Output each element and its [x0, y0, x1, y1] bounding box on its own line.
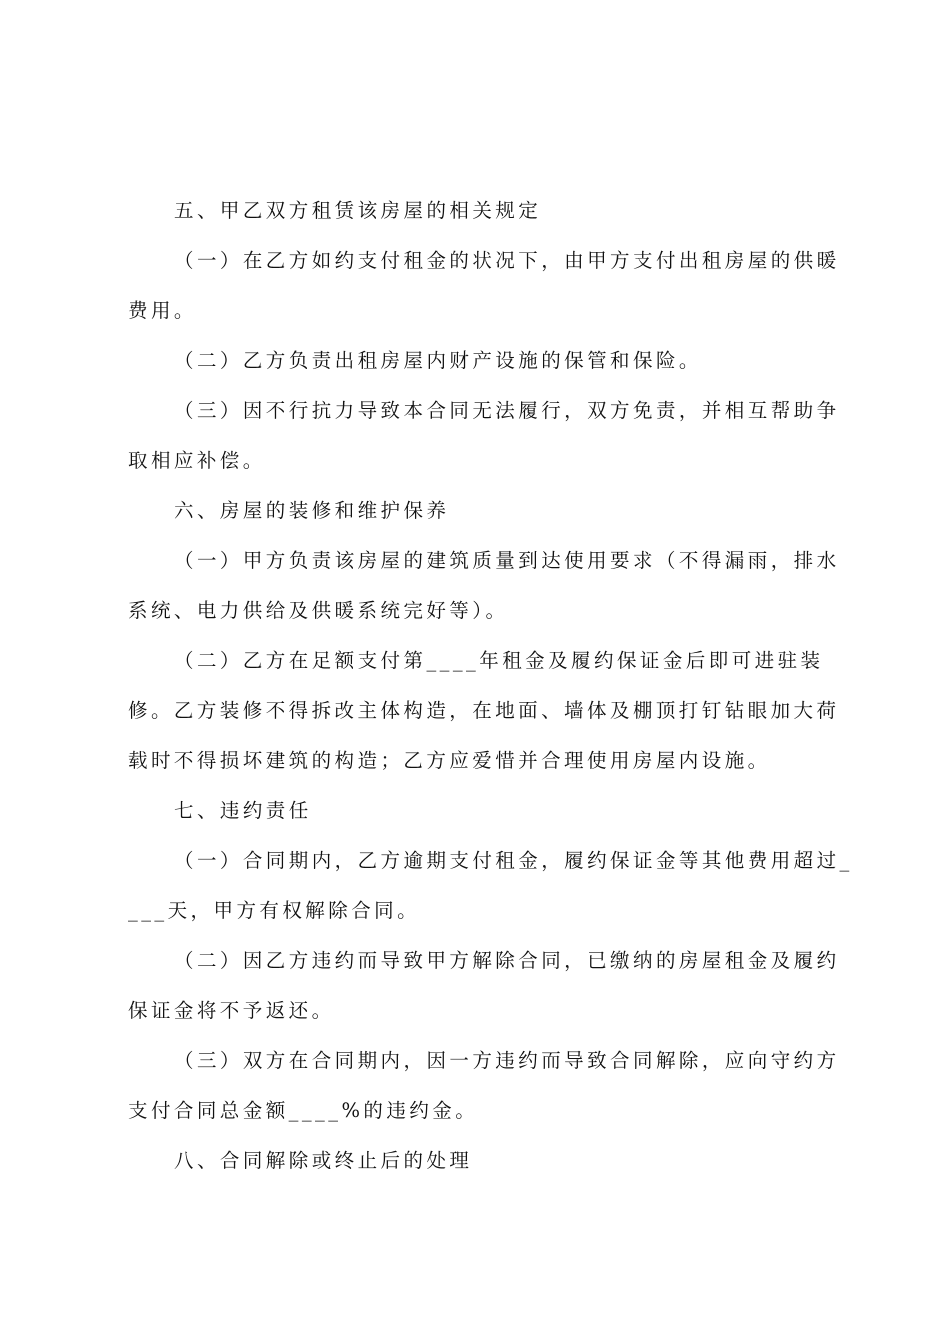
paragraph-line: ___天，甲方有权解除合同。	[128, 899, 421, 922]
paragraph-line: 支付合同总金额____%的违约金。	[128, 1099, 479, 1122]
document-body	[128, 186, 853, 1186]
paragraph-line: 取相应补偿。	[128, 449, 266, 472]
paragraph-line: 系统、电力供给及供暖系统完好等）。	[128, 599, 509, 622]
section-heading: 五、甲乙双方租赁该房屋的相关规定	[174, 199, 542, 222]
section-heading: 七、违约责任	[174, 799, 312, 822]
paragraph-line: （一）在乙方如约支付租金的状况下，由甲方支付出租房屋的供暖	[174, 249, 840, 272]
paragraph-line: （二）乙方在足额支付第____年租金及履约保证金后即可进驻装	[174, 649, 824, 672]
paragraph-line: 费用。	[128, 299, 197, 322]
paragraph-line: 载时不得损坏建筑的构造；乙方应爱惜并合理使用房屋内设施。	[128, 749, 771, 772]
paragraph-line: 修。乙方装修不得拆改主体构造，在地面、墙体及棚顶打钉钻眼加大荷	[128, 699, 840, 722]
paragraph-line: （一）合同期内，乙方逾期支付租金，履约保证金等其他费用超过_	[174, 849, 853, 872]
paragraph-line: （三）双方在合同期内，因一方违约而导致合同解除，应向守约方	[174, 1049, 840, 1072]
paragraph-line: （二）乙方负责出租房屋内财产设施的保管和保险。	[174, 349, 702, 372]
paragraph-line: 保证金将不予返还。	[128, 999, 335, 1022]
paragraph-line: （二）因乙方违约而导致甲方解除合同，已缴纳的房屋租金及履约	[174, 949, 840, 972]
paragraph-line: （三）因不行抗力导致本合同无法履行，双方免责，并相互帮助争	[174, 399, 840, 422]
section-heading: 八、合同解除或终止后的处理	[174, 1149, 473, 1172]
paragraph-line: （一）甲方负责该房屋的建筑质量到达使用要求（不得漏雨，排水	[174, 549, 840, 572]
section-heading: 六、房屋的装修和维护保养	[174, 499, 450, 522]
